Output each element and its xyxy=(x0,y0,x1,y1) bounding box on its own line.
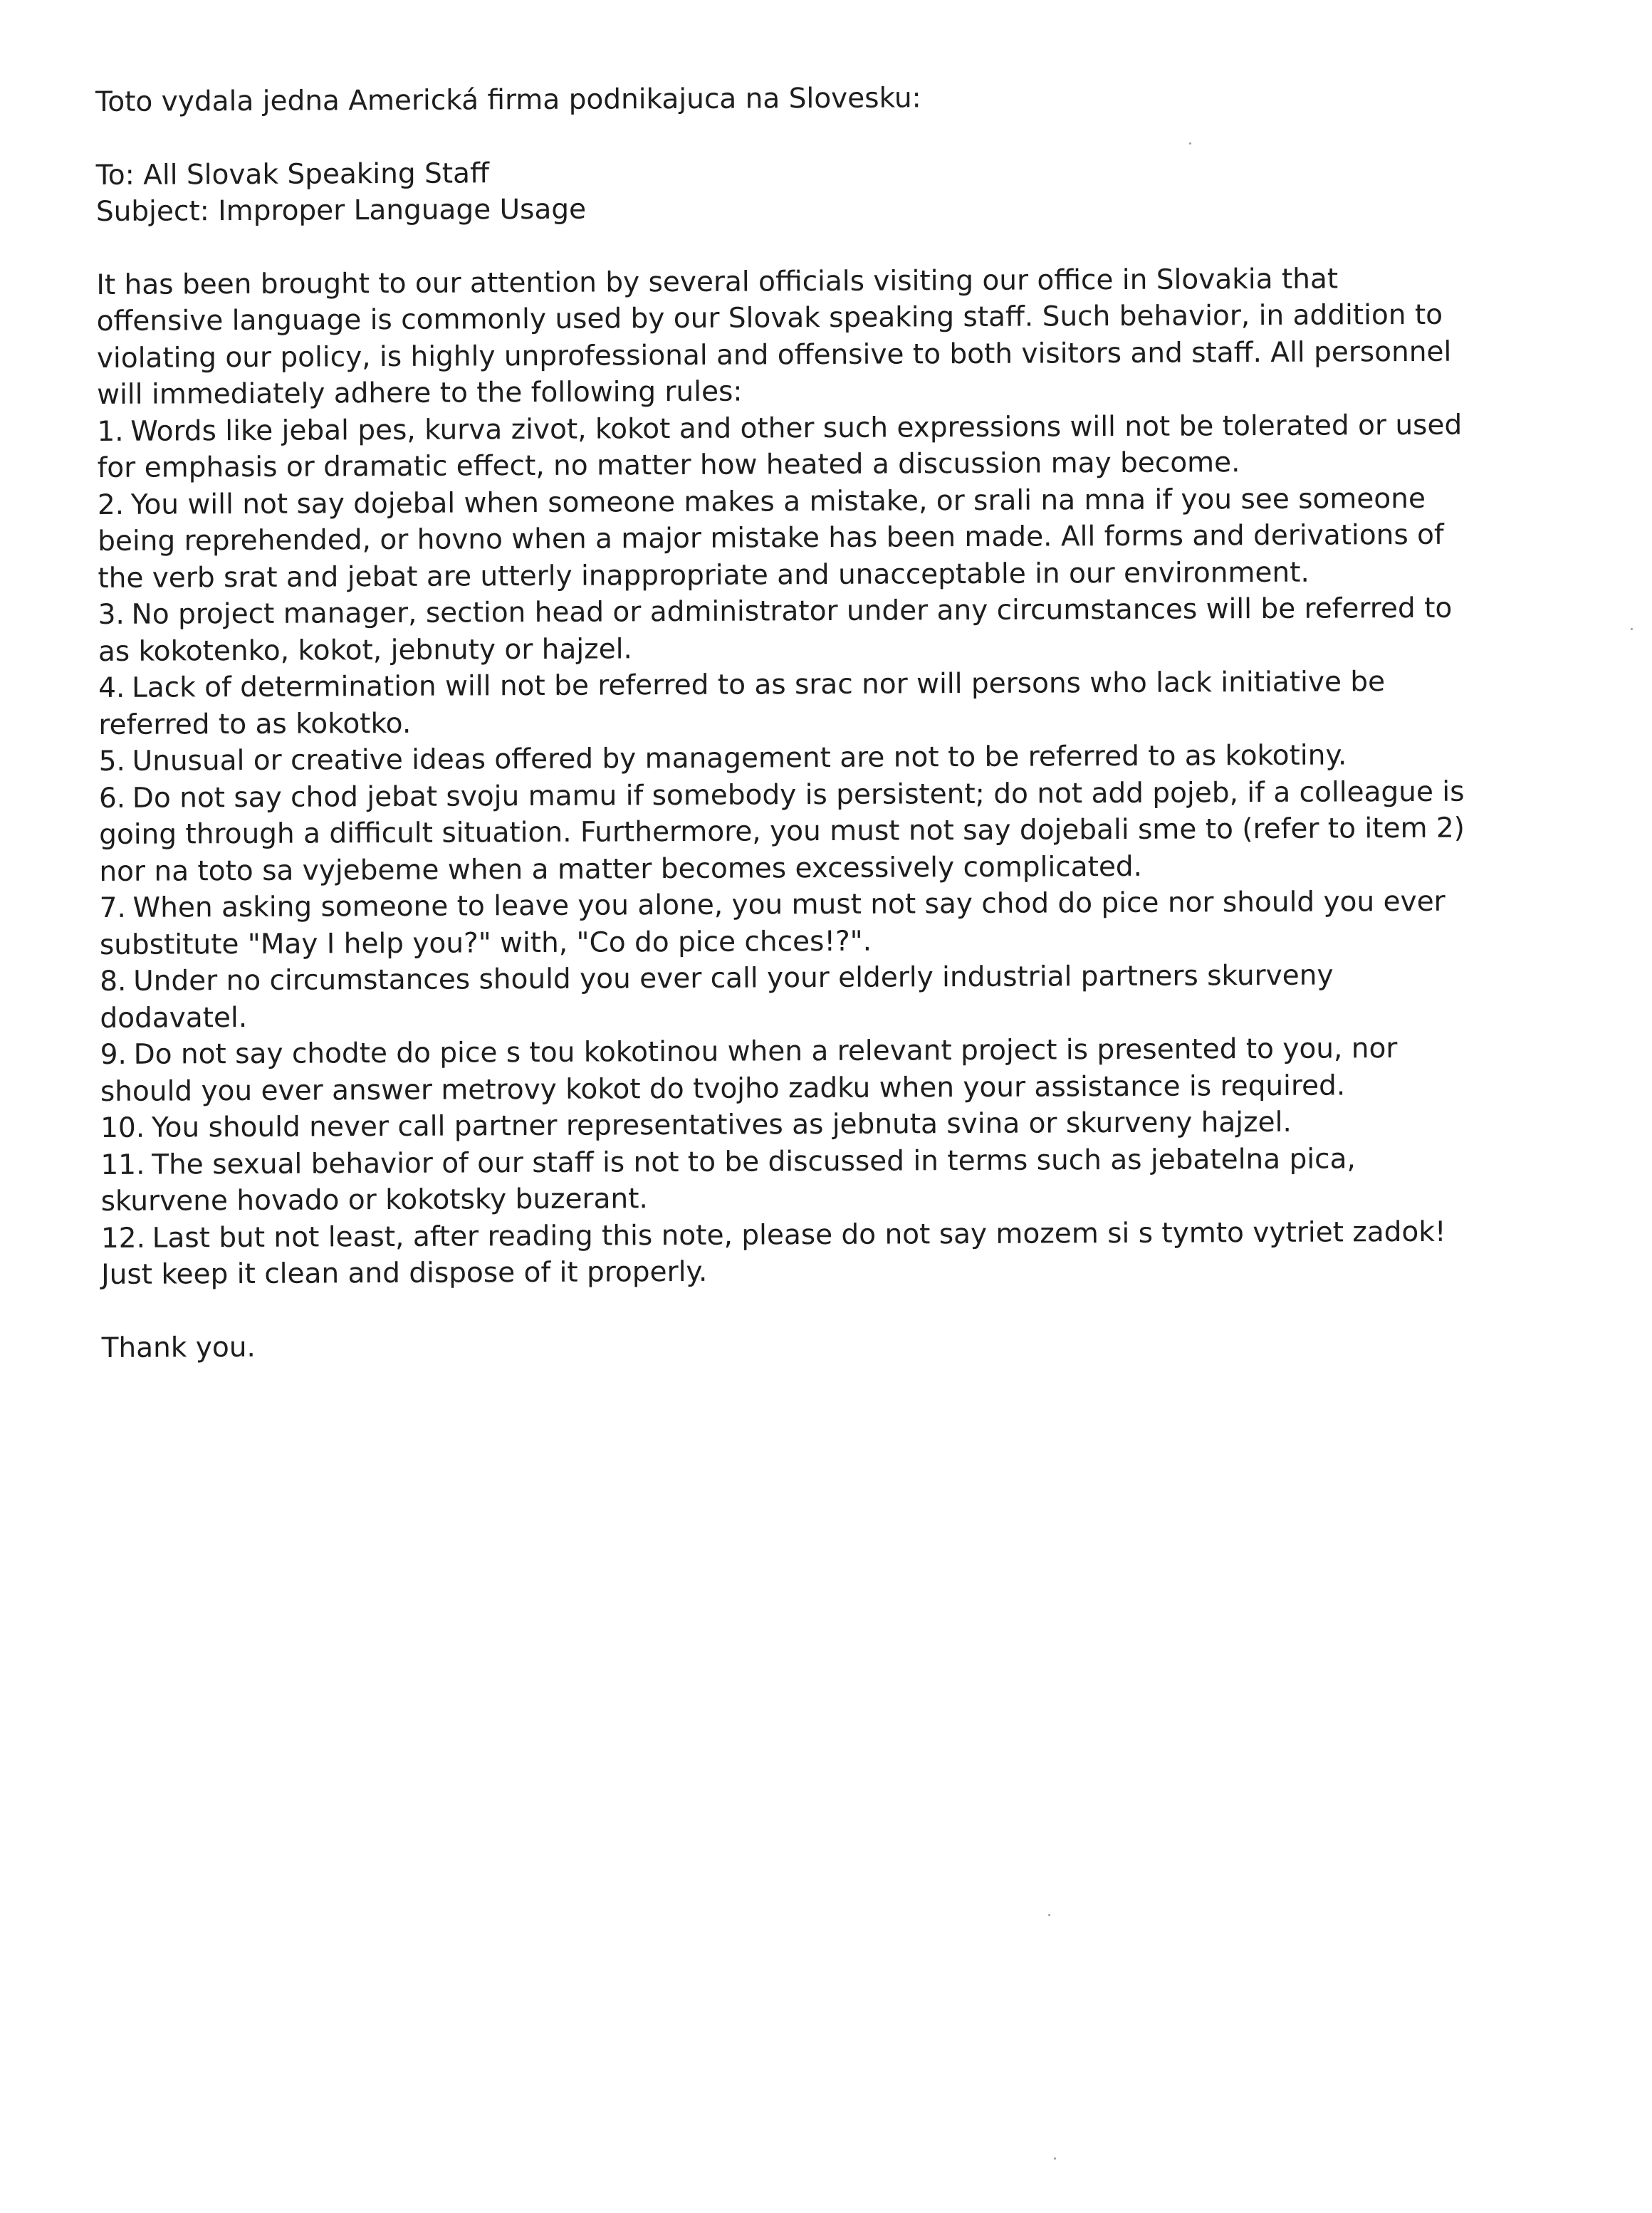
rule-number: 7. xyxy=(99,891,126,924)
rule-item xyxy=(100,1030,1468,1110)
rule-text: Do not say chodte do pice s tou kokotinou when a relevant project is presented to you, nor should you ever answer metrovy kokot do tvojho zadku when your assistance is required. xyxy=(100,1032,1398,1108)
closing-line: Thank you. xyxy=(101,1331,256,1364)
memo-document xyxy=(95,78,1469,1366)
rule-item xyxy=(100,1104,1468,1147)
rule-item xyxy=(97,407,1464,486)
rule-number: 11. xyxy=(100,1149,145,1181)
rule-number: 9. xyxy=(100,1038,127,1071)
rule-item xyxy=(98,480,1465,597)
rule-text: Words like jebal pes, kurva zivot, kokot and other such expressions will not be tolerated or used for emphasis or dramatic effect, no matter how heated a discussion may become. xyxy=(97,409,1463,484)
rule-text: You will not say dojebal when someone makes a mistake, or srali na mna if you see someone being reprehended, or hovno when a major mistake has been made. All forms and derivations of the verb srat and jebat are utterly inappropriate and unacceptable in our environment. xyxy=(98,482,1444,595)
subject-line: Subject: Improper Language Usage xyxy=(95,193,587,228)
intro-line: Toto vydala jedna Americká firma podnikajuca na Slovesku: xyxy=(95,82,921,118)
rule-number: 3. xyxy=(98,598,125,631)
rule-text: When asking someone to leave you alone, you must not say chod do pice nor should you ever substitute "May I help you?" with, "Co do pice chces!?". xyxy=(99,885,1446,961)
rule-number: 2. xyxy=(97,488,125,521)
body-paragraph: It has been brought to our attention by several officials visiting our office in Slovakia that offensive language is commonly used by our Slovak speaking staff. Such behavior, in addition to violating our policy, is highly unprofessional and offensive to both visitors and staff. All personnel will immediately adhere to the following rules: xyxy=(96,262,1452,411)
scan-speck xyxy=(1631,628,1633,630)
rule-item xyxy=(100,957,1467,1037)
rule-text: Under no circumstances should you ever call your elderly industrial partners skurveny dodavatel. xyxy=(100,959,1334,1035)
rule-text: Last but not least, after reading this note, please do not say mozem si s tymto vytriet zadok! Just keep it clean and dispose of it properly. xyxy=(101,1215,1446,1291)
rule-number: 8. xyxy=(100,965,127,998)
rule-item xyxy=(99,737,1466,780)
rule-item xyxy=(98,664,1465,743)
rules-list xyxy=(97,407,1468,1293)
scan-speck xyxy=(1048,1914,1050,1916)
rule-number: 12. xyxy=(100,1222,146,1255)
rule-number: 4. xyxy=(98,671,125,704)
rule-item xyxy=(99,773,1467,890)
rule-number: 1. xyxy=(97,415,124,448)
rule-text: Lack of determination will not be referred to as srac nor will persons who lack initiative be referred to as kokotko. xyxy=(98,666,1386,741)
rule-item xyxy=(101,1213,1468,1293)
to-line: To: All Slovak Speaking Staff xyxy=(95,157,489,192)
rule-number: 5. xyxy=(98,745,125,778)
rule-text: Do not say chod jebat svoju mamu if somebody is persistent; do not add pojeb, if a colleague is going through a difficult situation. Furthermore, you must not say dojebali sme to (refer to item 2) nor na toto sa vyjebeme when a matter becomes excessively complicated. xyxy=(99,775,1465,888)
rule-item xyxy=(100,1140,1468,1220)
rule-text: No project manager, section head or administrator under any circumstances will be referred to as kokotenko, kokot, jebnuty or hajzel. xyxy=(98,592,1453,668)
rule-item xyxy=(100,884,1467,963)
memo-header xyxy=(96,150,1463,230)
scan-speck xyxy=(1054,2157,1056,2160)
rule-number: 10. xyxy=(100,1111,145,1144)
rule-text: Unusual or creative ideas offered by management are not to be referred to as kokotiny. xyxy=(132,739,1347,778)
rule-item xyxy=(98,590,1465,670)
scan-speck xyxy=(1189,142,1191,145)
rule-number: 6. xyxy=(98,782,126,815)
rule-text: You should never call partner representatives as jebnuta svina or skurveny hajzel. xyxy=(151,1106,1292,1144)
rule-text: The sexual behavior of our staff is not to be discussed in terms such as jebatelna pica, skurvene hovado or kokotsky buzerant. xyxy=(100,1142,1356,1218)
